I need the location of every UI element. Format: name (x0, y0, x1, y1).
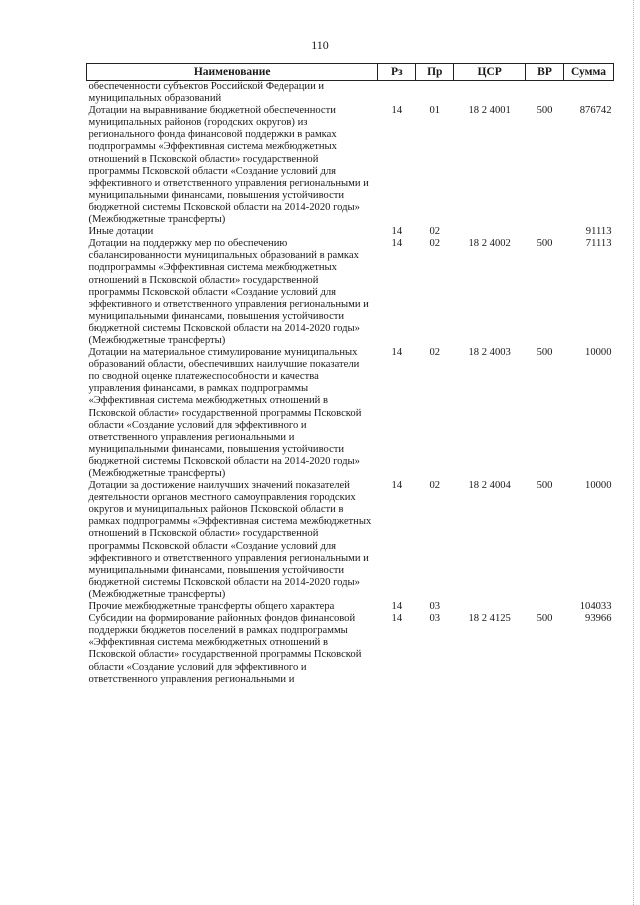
row-csr: 18 2 4002 (468, 238, 511, 250)
row-name: Дотации на материальное стимулирование муниципальных образований области, обеспечивших наилучшие показатели по сводной оценке платежеспособности и качества управления финансами, в рамках подпрограммы «Эффективная система межбюджетных отношений в Псковской области» государственной программы Псковской области «Создание условий для эффективного и ответственного управления региональными и муниципальными финансами, повышения устойчивости бюджетной системы Псковской области на 2014-2020 годы» (Межбюджетные трансферты) (88, 347, 362, 479)
row-csr: 18 2 4125 (468, 613, 511, 625)
table-row (87, 613, 614, 686)
header-rz: Рз (378, 64, 416, 81)
row-pr (416, 81, 454, 106)
page-number: 110 (311, 38, 329, 52)
header-sum: Сумма (564, 64, 614, 81)
scan-edge-line (632, 0, 634, 905)
row-vr (526, 81, 564, 106)
row-name: Дотации за достижение наилучших значений показателей деятельности органов местного самоуправления городских округов и муниципальных районов Псковской области в рамках подпрограммы «Эффективная система межбюджетных отношений в Псковской области» государственной программы Псковской области «Создание условий для эффективного и ответственного управления региональными и муниципальными финансами, повышения устойчивости бюджетной системы Псковской области на 2014-2020 годы» (Межбюджетные трансферты) (88, 480, 372, 600)
row-name: обеспеченности субъектов Российской Федерации и муниципальных образований (88, 81, 325, 105)
row-name: Дотации на выравнивание бюджетной обеспеченности муниципальных районов (городских округов) из регионального фонда финансовой поддержки в рамках подпрограммы «Эффективная система межбюджетных отношений в Псковской области» государственной программы Псковской области «Создание условий для эффективного и ответственного управления региональными и муниципальными финансами, повышения устойчивости бюджетной системы Псковской области на 2014-2020 годы» (Межбюджетные трансферты) (88, 105, 369, 226)
row-pr: 03 (429, 601, 441, 613)
table-row (87, 480, 614, 601)
table-row (87, 601, 614, 613)
row-sum: 876742 (579, 105, 612, 117)
row-rz: 14 (391, 226, 403, 238)
table-row (87, 226, 614, 238)
row-pr: 02 (429, 238, 441, 250)
table-header-row (87, 64, 614, 81)
row-rz: 14 (391, 480, 403, 492)
row-sum: 104033 (579, 601, 612, 613)
row-pr: 02 (429, 347, 441, 359)
header-name: Наименование (87, 64, 378, 81)
row-name: Дотации на поддержку мер по обеспечению сбалансированности муниципальных образований в рамках подпрограммы «Эффективная система межбюджетных отношений в Псковской области» государственной программы Псковской области «Создание условий для эффективного и ответственного управления региональными и муниципальными финансами, повышения устойчивости бюджетной системы Псковской области на 2014-2020 годы» (Межбюджетные трансферты) (88, 238, 369, 346)
row-sum (564, 81, 614, 106)
row-rz: 14 (391, 613, 403, 625)
row-sum: 93966 (585, 613, 612, 625)
row-vr (526, 226, 564, 238)
row-pr: 02 (429, 226, 441, 238)
row-name: Прочие межбюджетные трансферты общего характера (88, 601, 335, 613)
row-csr (454, 226, 526, 238)
row-csr (454, 601, 526, 613)
table-row (87, 81, 614, 106)
table-row (87, 238, 614, 347)
row-rz (378, 81, 416, 106)
table-row (87, 105, 614, 226)
row-vr: 500 (536, 347, 553, 359)
header-csr: ЦСР (454, 64, 526, 81)
row-pr: 03 (429, 613, 441, 625)
row-csr: 18 2 4001 (468, 105, 511, 117)
header-pr: Пр (416, 64, 454, 81)
row-rz: 14 (391, 347, 403, 359)
row-rz: 14 (391, 601, 403, 613)
row-vr: 500 (536, 238, 553, 250)
row-csr: 18 2 4003 (468, 347, 511, 359)
row-vr: 500 (536, 105, 553, 117)
row-csr (454, 81, 526, 106)
row-name: Иные дотации (88, 226, 154, 238)
row-csr: 18 2 4004 (468, 480, 511, 492)
row-sum: 91113 (585, 226, 612, 238)
table-row (87, 347, 614, 480)
header-vr: ВР (526, 64, 564, 81)
row-pr: 01 (429, 105, 441, 117)
row-vr (526, 601, 564, 613)
row-name: Субсидии на формирование районных фондов финансовой поддержки бюджетов поселений в рамках подпрограммы «Эффективная система межбюджетных отношений в Псковской области» государственной программы Псковской области «Создание условий для эффективного и ответственного управления региональными и (88, 613, 362, 685)
row-sum: 10000 (585, 347, 612, 359)
budget-table (86, 63, 614, 686)
row-pr: 02 (429, 480, 441, 492)
row-rz: 14 (391, 105, 403, 117)
row-sum: 71113 (585, 238, 612, 250)
row-sum: 10000 (585, 480, 612, 492)
row-vr: 500 (536, 480, 553, 492)
row-vr: 500 (536, 613, 553, 625)
row-rz: 14 (391, 238, 403, 250)
